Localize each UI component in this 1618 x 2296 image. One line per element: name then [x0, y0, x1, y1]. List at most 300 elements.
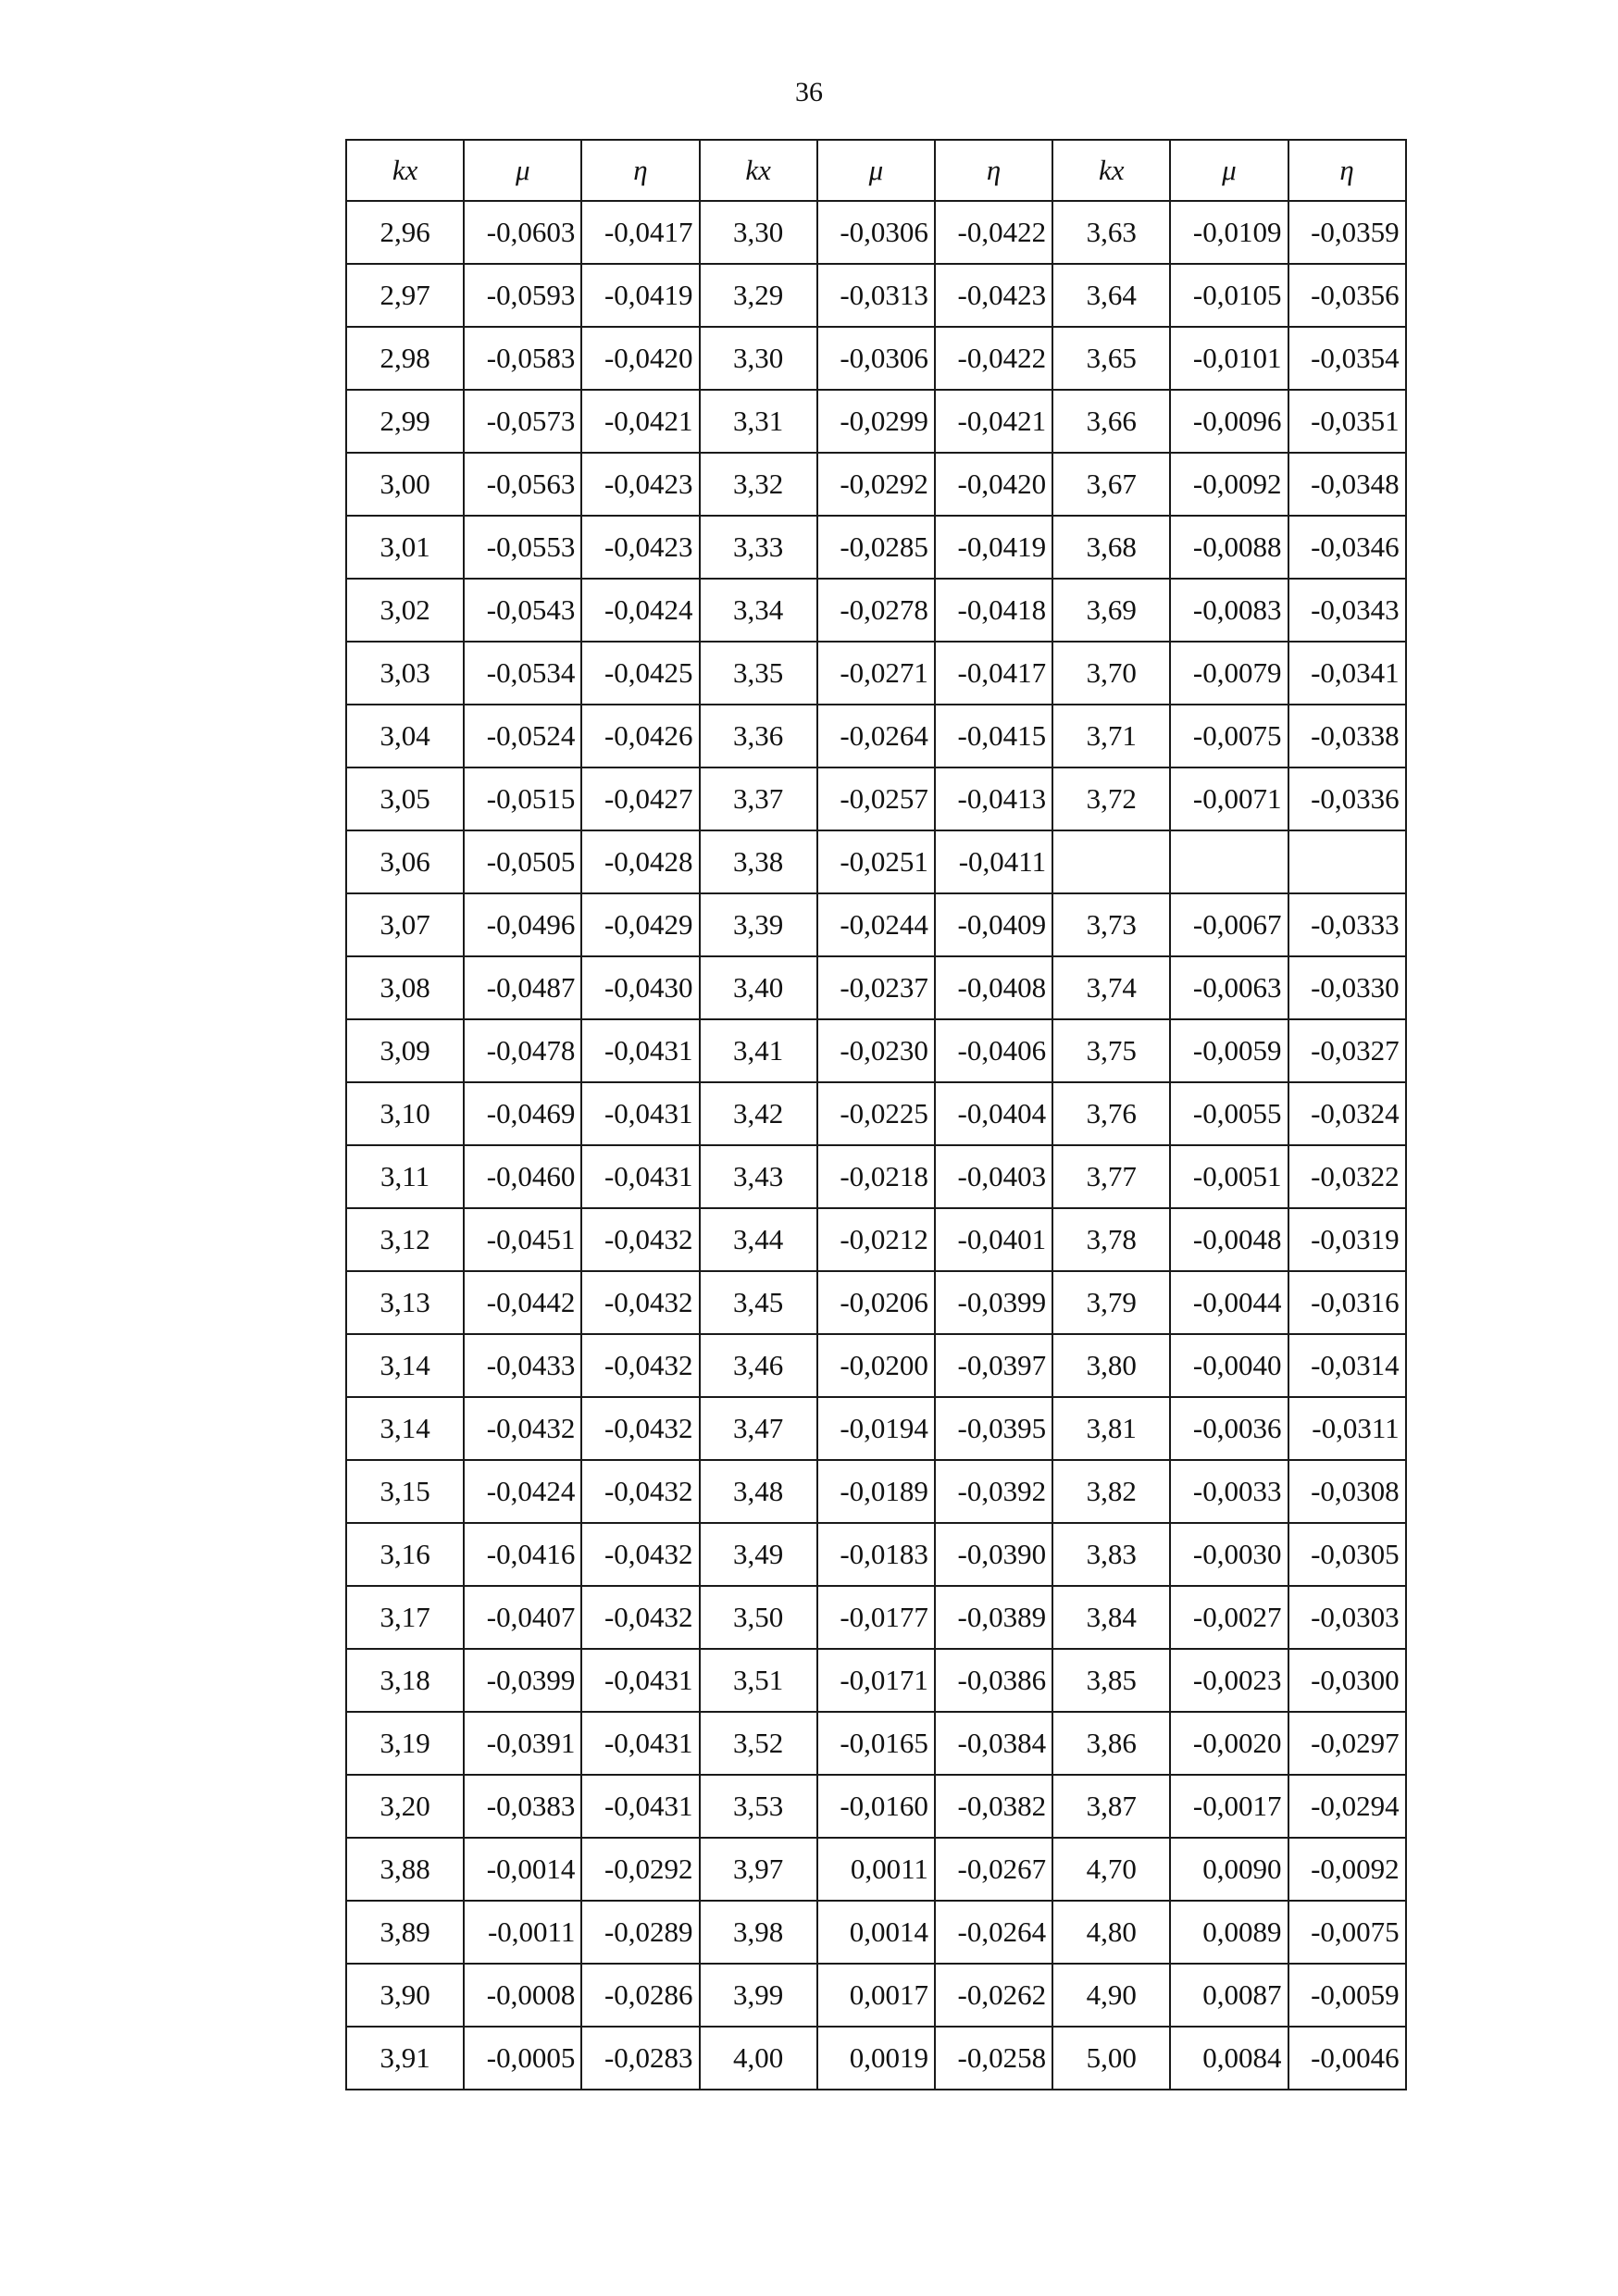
table-cell: -0,0023 [1170, 1649, 1288, 1712]
table-cell: -0,0237 [817, 956, 935, 1019]
table-cell: -0,0322 [1288, 1145, 1406, 1208]
table-cell: -0,0096 [1170, 390, 1288, 453]
table-row [346, 1145, 1406, 1208]
table-cell: -0,0351 [1288, 390, 1406, 453]
table-cell: -0,0382 [935, 1775, 1052, 1838]
table-cell: 0,0087 [1170, 1964, 1288, 2027]
table-cell: -0,0430 [581, 956, 699, 1019]
table-cell: -0,0336 [1288, 767, 1406, 830]
table-cell: 3,16 [346, 1523, 464, 1586]
table-cell: 3,86 [1052, 1712, 1170, 1775]
table-cell: -0,0442 [464, 1271, 581, 1334]
table-cell: -0,0417 [935, 642, 1052, 705]
table-cell: 3,17 [346, 1586, 464, 1649]
table-cell: 2,99 [346, 390, 464, 453]
table-cell: -0,0088 [1170, 516, 1288, 579]
table-cell [1052, 830, 1170, 893]
table-cell: -0,0431 [581, 1649, 699, 1712]
table-cell: 3,68 [1052, 516, 1170, 579]
table-cell: 3,39 [700, 893, 817, 956]
table-cell: -0,0433 [464, 1334, 581, 1397]
table-cell: 3,67 [1052, 453, 1170, 516]
table-cell: -0,0524 [464, 705, 581, 767]
table-cell: 2,98 [346, 327, 464, 390]
table-row [346, 1334, 1406, 1397]
table-cell: -0,0431 [581, 1712, 699, 1775]
page-number: 36 [795, 77, 823, 107]
header-kx-3: kx [1052, 140, 1170, 201]
table-cell: -0,0271 [817, 642, 935, 705]
table-row [346, 1901, 1406, 1964]
table-row [346, 893, 1406, 956]
table-cell: -0,0264 [817, 705, 935, 767]
table-cell: -0,0294 [1288, 1775, 1406, 1838]
table-cell: -0,0292 [581, 1838, 699, 1901]
table-cell: 3,46 [700, 1334, 817, 1397]
table-cell: -0,0311 [1288, 1397, 1406, 1460]
table-cell: -0,0478 [464, 1019, 581, 1082]
table-cell: 4,90 [1052, 1964, 1170, 2027]
table-cell: 3,69 [1052, 579, 1170, 642]
table-cell: -0,0583 [464, 327, 581, 390]
table-cell: -0,0496 [464, 893, 581, 956]
table-row [346, 642, 1406, 705]
table-cell: -0,0212 [817, 1208, 935, 1271]
table-cell: 3,42 [700, 1082, 817, 1145]
table-cell: -0,0391 [464, 1712, 581, 1775]
table-cell: -0,0399 [464, 1649, 581, 1712]
table-row [346, 767, 1406, 830]
table-cell: 3,30 [700, 201, 817, 264]
table-cell: -0,0075 [1170, 705, 1288, 767]
table-cell: 3,78 [1052, 1208, 1170, 1271]
table-cell: -0,0262 [935, 1964, 1052, 2027]
table-cell: 3,64 [1052, 264, 1170, 327]
table-cell: -0,0316 [1288, 1271, 1406, 1334]
table-cell: 3,30 [700, 327, 817, 390]
table-cell: 3,38 [700, 830, 817, 893]
table-row [346, 830, 1406, 893]
table-cell: -0,0432 [581, 1271, 699, 1334]
table-cell: -0,0432 [581, 1334, 699, 1397]
table-cell: -0,0267 [935, 1838, 1052, 1901]
table-cell: -0,0343 [1288, 579, 1406, 642]
table-cell: -0,0306 [817, 327, 935, 390]
table-cell: -0,0424 [581, 579, 699, 642]
table-cell: 3,08 [346, 956, 464, 1019]
table-cell: -0,0330 [1288, 956, 1406, 1019]
table-cell: -0,0338 [1288, 705, 1406, 767]
table-cell: 3,44 [700, 1208, 817, 1271]
table-cell: 3,90 [346, 1964, 464, 2027]
table-cell: 3,36 [700, 705, 817, 767]
table-row [346, 201, 1406, 264]
table-cell: -0,0200 [817, 1334, 935, 1397]
table-cell: 3,10 [346, 1082, 464, 1145]
table-cell: -0,0401 [935, 1208, 1052, 1271]
table-cell: -0,0487 [464, 956, 581, 1019]
table-cell: 3,07 [346, 893, 464, 956]
table-cell: -0,0319 [1288, 1208, 1406, 1271]
table-cell [1288, 830, 1406, 893]
table-row [346, 1397, 1406, 1460]
table-cell: 3,77 [1052, 1145, 1170, 1208]
table-cell: -0,0424 [464, 1460, 581, 1523]
table-cell: -0,0333 [1288, 893, 1406, 956]
table-cell: -0,0417 [581, 201, 699, 264]
table-row [346, 1208, 1406, 1271]
table-cell: -0,0225 [817, 1082, 935, 1145]
table-cell: 0,0090 [1170, 1838, 1288, 1901]
table-cell: -0,0432 [581, 1208, 699, 1271]
table-row [346, 1586, 1406, 1649]
table-cell: -0,0046 [1288, 2027, 1406, 2090]
table-row [346, 579, 1406, 642]
table-cell: -0,0048 [1170, 1208, 1288, 1271]
table-cell: -0,0460 [464, 1145, 581, 1208]
table-cell: -0,0420 [581, 327, 699, 390]
table-cell: -0,0429 [581, 893, 699, 956]
table-cell: -0,0408 [935, 956, 1052, 1019]
table-cell: -0,0183 [817, 1523, 935, 1586]
table-cell: -0,0423 [581, 453, 699, 516]
table-cell: 3,06 [346, 830, 464, 893]
table-cell: 3,73 [1052, 893, 1170, 956]
table-cell: -0,0092 [1288, 1838, 1406, 1901]
table-cell: 3,83 [1052, 1523, 1170, 1586]
table-cell: -0,0359 [1288, 201, 1406, 264]
table-cell: -0,0059 [1170, 1019, 1288, 1082]
table-row [346, 1019, 1406, 1082]
table-cell: -0,0165 [817, 1712, 935, 1775]
table-cell: -0,0278 [817, 579, 935, 642]
table-cell: -0,0390 [935, 1523, 1052, 1586]
table-cell: -0,0218 [817, 1145, 935, 1208]
table-row [346, 1775, 1406, 1838]
table-cell: 3,47 [700, 1397, 817, 1460]
table-cell: -0,0428 [581, 830, 699, 893]
table-cell: 3,85 [1052, 1649, 1170, 1712]
table-cell: 3,88 [346, 1838, 464, 1901]
table-row [346, 1082, 1406, 1145]
table-cell: -0,0603 [464, 201, 581, 264]
table-cell: -0,0431 [581, 1145, 699, 1208]
table-cell: -0,0404 [935, 1082, 1052, 1145]
table-cell: 4,80 [1052, 1901, 1170, 1964]
table-cell: 3,50 [700, 1586, 817, 1649]
table-cell: -0,0420 [935, 453, 1052, 516]
table-cell: 3,09 [346, 1019, 464, 1082]
table-cell: 3,00 [346, 453, 464, 516]
table-row [346, 1523, 1406, 1586]
table-cell: 2,97 [346, 264, 464, 327]
table-cell: -0,0230 [817, 1019, 935, 1082]
table-cell: 3,49 [700, 1523, 817, 1586]
table-cell: 3,11 [346, 1145, 464, 1208]
table-cell: -0,0289 [581, 1901, 699, 1964]
table-cell [1170, 830, 1288, 893]
table-cell: -0,0011 [464, 1901, 581, 1964]
table-cell: 3,15 [346, 1460, 464, 1523]
table-cell: -0,0505 [464, 830, 581, 893]
table-row [346, 327, 1406, 390]
table-cell: -0,0515 [464, 767, 581, 830]
table-cell: -0,0177 [817, 1586, 935, 1649]
table-cell: -0,0426 [581, 705, 699, 767]
table-cell: -0,0160 [817, 1775, 935, 1838]
table-cell: 0,0014 [817, 1901, 935, 1964]
table-cell: -0,0324 [1288, 1082, 1406, 1145]
table-cell: -0,0027 [1170, 1586, 1288, 1649]
table-cell: -0,0079 [1170, 642, 1288, 705]
table-cell: 3,74 [1052, 956, 1170, 1019]
table-cell: -0,0305 [1288, 1523, 1406, 1586]
table-cell: -0,0399 [935, 1271, 1052, 1334]
table-cell: 3,32 [700, 453, 817, 516]
table-cell: 3,33 [700, 516, 817, 579]
table-cell: -0,0040 [1170, 1334, 1288, 1397]
header-mu-1: μ [464, 140, 581, 201]
table-cell: 3,48 [700, 1460, 817, 1523]
table-cell: -0,0432 [581, 1523, 699, 1586]
table-cell: 3,89 [346, 1901, 464, 1964]
table-cell: 3,12 [346, 1208, 464, 1271]
table-cell: -0,0258 [935, 2027, 1052, 2090]
table-cell: 3,35 [700, 642, 817, 705]
table-cell: -0,0423 [935, 264, 1052, 327]
table-cell: -0,0397 [935, 1334, 1052, 1397]
table-cell: -0,0314 [1288, 1334, 1406, 1397]
table-cell: -0,0573 [464, 390, 581, 453]
table-cell: -0,0593 [464, 264, 581, 327]
table-cell: -0,0109 [1170, 201, 1288, 264]
header-kx-1: kx [346, 140, 464, 201]
table-cell: 3,53 [700, 1775, 817, 1838]
table-cell: 3,82 [1052, 1460, 1170, 1523]
table-cell: 3,04 [346, 705, 464, 767]
table-cell: -0,0063 [1170, 956, 1288, 1019]
table-cell: -0,0067 [1170, 893, 1288, 956]
header-mu-2: μ [817, 140, 935, 201]
table-cell: 3,75 [1052, 1019, 1170, 1082]
table-cell: 0,0089 [1170, 1901, 1288, 1964]
table-cell: 3,01 [346, 516, 464, 579]
table-cell: -0,0303 [1288, 1586, 1406, 1649]
table-row [346, 453, 1406, 516]
table-cell: 4,00 [700, 2027, 817, 2090]
table-cell: 3,43 [700, 1145, 817, 1208]
table-cell: -0,0105 [1170, 264, 1288, 327]
table-cell: -0,0431 [581, 1019, 699, 1082]
header-eta-1: η [581, 140, 699, 201]
table-cell: -0,0017 [1170, 1775, 1288, 1838]
table-cell: -0,0346 [1288, 516, 1406, 579]
table-cell: -0,0194 [817, 1397, 935, 1460]
table-cell: -0,0386 [935, 1649, 1052, 1712]
table-cell: -0,0392 [935, 1460, 1052, 1523]
table-cell: -0,0563 [464, 453, 581, 516]
table-row [346, 390, 1406, 453]
table-cell: 3,19 [346, 1712, 464, 1775]
table-cell: -0,0092 [1170, 453, 1288, 516]
table-cell: 3,84 [1052, 1586, 1170, 1649]
header-eta-2: η [935, 140, 1052, 201]
table-cell: 3,91 [346, 2027, 464, 2090]
table-cell: -0,0553 [464, 516, 581, 579]
table-cell: -0,0451 [464, 1208, 581, 1271]
table-cell: -0,0283 [581, 2027, 699, 2090]
table-cell: 3,05 [346, 767, 464, 830]
table-cell: 3,45 [700, 1271, 817, 1334]
header-mu-3: μ [1170, 140, 1288, 201]
table-cell: -0,0020 [1170, 1712, 1288, 1775]
table-cell: -0,0101 [1170, 327, 1288, 390]
table-cell: 3,18 [346, 1649, 464, 1712]
table-cell: -0,0036 [1170, 1397, 1288, 1460]
table-cell: -0,0406 [935, 1019, 1052, 1082]
table-row [346, 1838, 1406, 1901]
table-cell: -0,0431 [581, 1775, 699, 1838]
table-cell: -0,0292 [817, 453, 935, 516]
table-cell: -0,0354 [1288, 327, 1406, 390]
table-cell: -0,0033 [1170, 1460, 1288, 1523]
table-cell: -0,0356 [1288, 264, 1406, 327]
table-cell: 3,76 [1052, 1082, 1170, 1145]
table-cell: 0,0017 [817, 1964, 935, 2027]
table-cell: 4,70 [1052, 1838, 1170, 1901]
table-cell: -0,0431 [581, 1082, 699, 1145]
table-cell: 3,66 [1052, 390, 1170, 453]
table-cell: 3,63 [1052, 201, 1170, 264]
table-cell: -0,0422 [935, 201, 1052, 264]
table-cell: -0,0416 [464, 1523, 581, 1586]
table-cell: 0,0084 [1170, 2027, 1288, 2090]
table-header-row [346, 140, 1406, 201]
table-row [346, 1460, 1406, 1523]
table-cell: -0,0313 [817, 264, 935, 327]
table-cell: -0,0251 [817, 830, 935, 893]
table-cell: -0,0383 [464, 1775, 581, 1838]
table-cell: 3,29 [700, 264, 817, 327]
table-cell: 0,0011 [817, 1838, 935, 1901]
table-cell: 3,65 [1052, 327, 1170, 390]
table-row [346, 516, 1406, 579]
table-cell: -0,0206 [817, 1271, 935, 1334]
table-cell: -0,0030 [1170, 1523, 1288, 1586]
table-cell: -0,0409 [935, 893, 1052, 956]
table-cell: -0,0432 [581, 1460, 699, 1523]
table-cell: -0,0418 [935, 579, 1052, 642]
table-cell: 0,0019 [817, 2027, 935, 2090]
table-cell: -0,0469 [464, 1082, 581, 1145]
table-cell: -0,0534 [464, 642, 581, 705]
table-cell: 3,51 [700, 1649, 817, 1712]
table-cell: -0,0419 [581, 264, 699, 327]
table-row [346, 956, 1406, 1019]
table-cell: 3,99 [700, 1964, 817, 2027]
table-cell: -0,0419 [935, 516, 1052, 579]
table-cell: -0,0384 [935, 1712, 1052, 1775]
table-cell: 3,31 [700, 390, 817, 453]
table-cell: -0,0395 [935, 1397, 1052, 1460]
table-cell: -0,0300 [1288, 1649, 1406, 1712]
header-eta-3: η [1288, 140, 1406, 201]
values-table [345, 139, 1407, 2090]
table-cell: -0,0005 [464, 2027, 581, 2090]
table-cell: -0,0432 [581, 1397, 699, 1460]
table-cell: -0,0427 [581, 767, 699, 830]
table-cell: -0,0422 [935, 327, 1052, 390]
table-cell: -0,0244 [817, 893, 935, 956]
table-cell: -0,0423 [581, 516, 699, 579]
table-cell: 3,02 [346, 579, 464, 642]
table-row [346, 1964, 1406, 2027]
table-cell: 2,96 [346, 201, 464, 264]
table-row [346, 1649, 1406, 1712]
table-row [346, 705, 1406, 767]
table-cell: -0,0286 [581, 1964, 699, 2027]
table-cell: -0,0257 [817, 767, 935, 830]
table-row [346, 2027, 1406, 2090]
table-cell: -0,0341 [1288, 642, 1406, 705]
table-row [346, 1712, 1406, 1775]
table-cell: 3,20 [346, 1775, 464, 1838]
table-cell: 3,13 [346, 1271, 464, 1334]
header-kx-2: kx [700, 140, 817, 201]
table-cell: -0,0306 [817, 201, 935, 264]
table-cell: 3,34 [700, 579, 817, 642]
table-body [346, 201, 1406, 2090]
table-row [346, 264, 1406, 327]
table-cell: -0,0425 [581, 642, 699, 705]
table-cell: -0,0348 [1288, 453, 1406, 516]
table-cell: 3,03 [346, 642, 464, 705]
table-cell: -0,0403 [935, 1145, 1052, 1208]
table-cell: 3,41 [700, 1019, 817, 1082]
table-cell: -0,0171 [817, 1649, 935, 1712]
table-cell: 3,40 [700, 956, 817, 1019]
table-cell: 3,70 [1052, 642, 1170, 705]
table-cell: -0,0264 [935, 1901, 1052, 1964]
table-cell: -0,0413 [935, 767, 1052, 830]
table-cell: -0,0055 [1170, 1082, 1288, 1145]
table-cell: -0,0407 [464, 1586, 581, 1649]
table-cell: -0,0432 [464, 1397, 581, 1460]
table-cell: 3,72 [1052, 767, 1170, 830]
table-cell: -0,0389 [935, 1586, 1052, 1649]
table-cell: -0,0308 [1288, 1460, 1406, 1523]
table-cell: -0,0071 [1170, 767, 1288, 830]
table-cell: -0,0059 [1288, 1964, 1406, 2027]
table-cell: -0,0044 [1170, 1271, 1288, 1334]
table-cell: -0,0432 [581, 1586, 699, 1649]
table-cell: 3,97 [700, 1838, 817, 1901]
table-cell: 3,79 [1052, 1271, 1170, 1334]
table-cell: -0,0543 [464, 579, 581, 642]
table-cell: 3,80 [1052, 1334, 1170, 1397]
table-cell: 3,14 [346, 1334, 464, 1397]
table-cell: -0,0421 [581, 390, 699, 453]
table-cell: 3,81 [1052, 1397, 1170, 1460]
table-cell: 3,98 [700, 1901, 817, 1964]
table-cell: 3,37 [700, 767, 817, 830]
table-cell: -0,0083 [1170, 579, 1288, 642]
table-cell: -0,0008 [464, 1964, 581, 2027]
table-row [346, 1271, 1406, 1334]
table-cell: -0,0014 [464, 1838, 581, 1901]
table-cell: 3,71 [1052, 705, 1170, 767]
table-cell: -0,0297 [1288, 1712, 1406, 1775]
